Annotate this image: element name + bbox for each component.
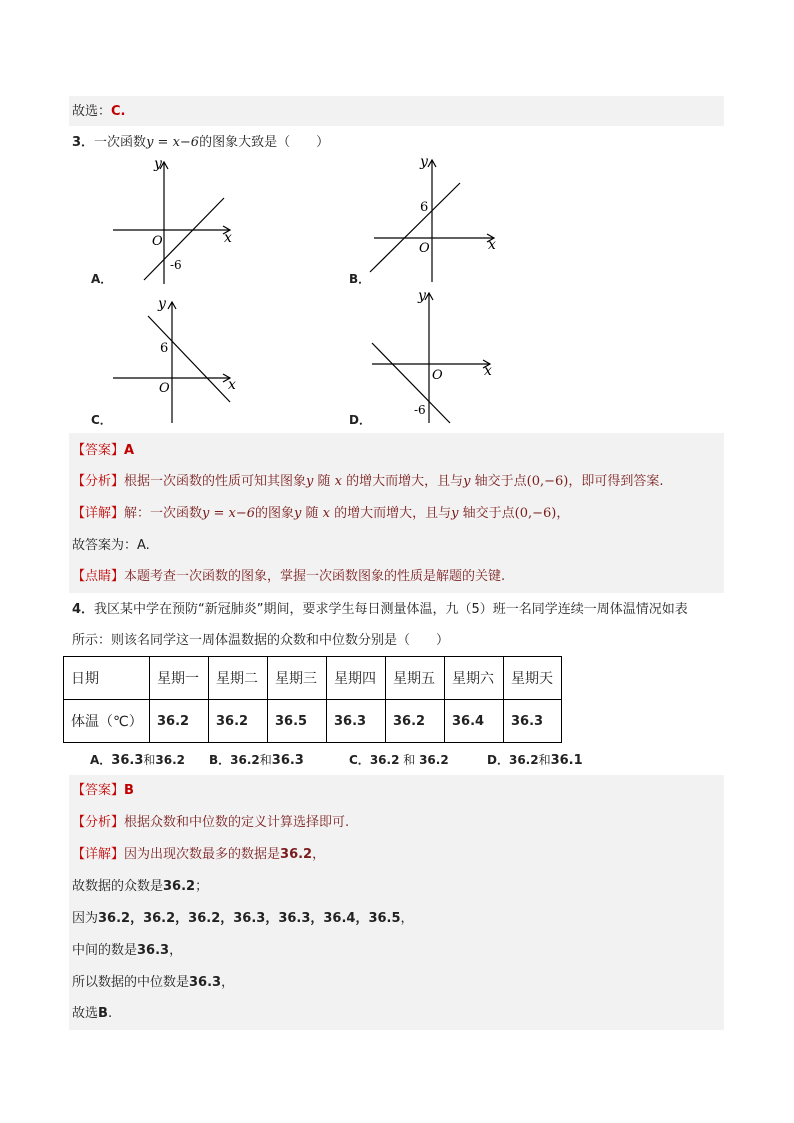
table-cell-temp: 36.2 xyxy=(150,700,209,743)
table-cell-day: 星期六 xyxy=(445,657,504,700)
q3-stem xyxy=(72,133,329,153)
table-cell-day: 星期天 xyxy=(504,657,562,700)
table-cell-temp: 36.2 xyxy=(209,700,268,743)
q3-stem-pre: 一次函数 xyxy=(94,135,147,150)
q3-analysis-var-y2: y xyxy=(463,474,471,489)
q4-step-value: 36.2，36.2，36.2，36.3，36.3，36.4，36.5 xyxy=(98,911,401,926)
q3-detail-text-3: 随 xyxy=(301,506,323,521)
q4-answer-tag: 【答案】 xyxy=(72,783,125,798)
q4-choice-b-label: B． xyxy=(209,753,231,767)
q4-choice-d-value-2: 36.1 xyxy=(550,753,583,768)
graph-d-origin-label: O xyxy=(432,368,443,383)
q4-step-line xyxy=(72,1004,112,1024)
q4-step-post: . xyxy=(107,1006,113,1021)
graph-b-y-label: y xyxy=(420,154,428,170)
q3-analysis-point: (0,−6) xyxy=(526,474,569,489)
q4-choice-d-value-1: 36.2 xyxy=(508,753,539,767)
graph-b-intercept-label: 6 xyxy=(420,200,429,215)
table-row-days xyxy=(64,657,562,700)
q4-choice-b-sep: 和 xyxy=(259,753,272,767)
q4-choice-c-label: C． xyxy=(349,753,370,767)
graph-c-origin-label: O xyxy=(159,381,170,396)
graph-d-x-label: x xyxy=(484,363,492,379)
q3-conclusion-line xyxy=(72,536,150,556)
graph-b-origin-label: O xyxy=(419,241,430,256)
q3-detail-text-2: 的图象 xyxy=(255,506,295,521)
table-header-date: 日期 xyxy=(64,657,150,700)
graph-a-intercept-label: -6 xyxy=(170,258,182,272)
q4-analysis-text: 根据众数和中位数的定义计算选择即可. xyxy=(124,815,350,830)
graph-a-y-label: y xyxy=(154,156,162,172)
q4-number: 4． xyxy=(72,602,95,617)
table-cell-temp: 36.3 xyxy=(327,700,386,743)
q3-answer-tag: 【答案】 xyxy=(72,443,125,458)
q3-analysis-text-5: ，即可得到答案. xyxy=(568,474,664,489)
graph-c xyxy=(108,294,243,424)
q3-conclusion: 故答案为：A. xyxy=(72,538,150,553)
q4-choice-c-value-2: 36.2 xyxy=(419,753,449,767)
q3-detail-formula: y = x−6 xyxy=(202,506,256,521)
q4-detail-post: ， xyxy=(312,847,326,862)
q4-choice-b-value-2: 36.3 xyxy=(271,753,304,768)
table-cell-day: 星期三 xyxy=(268,657,327,700)
graph-b-x-label: x xyxy=(488,237,496,253)
q4-choice-d-label: D． xyxy=(487,753,509,767)
q3-detail-text-5: 轴交于点 xyxy=(458,506,515,521)
table-header-temp: 体温（℃） xyxy=(64,700,150,743)
graph-a-origin-label: O xyxy=(152,234,163,249)
q4-step-text: 因为 xyxy=(72,911,99,926)
q3-detail-line xyxy=(72,504,569,524)
graph-a-label: A． xyxy=(91,272,113,286)
q4-step-text: 故数据的众数是 xyxy=(72,879,164,894)
q4-choice-a-label: A． xyxy=(90,753,112,767)
q3-analysis-line xyxy=(72,472,664,492)
q3-comment-line xyxy=(72,567,505,587)
q4-analysis-line xyxy=(72,813,349,833)
graph-a-x-label: x xyxy=(224,230,232,246)
q4-choice-c xyxy=(349,751,449,769)
q4-step-line xyxy=(72,877,208,897)
q4-answer-line xyxy=(72,781,134,801)
graph-b-label: B． xyxy=(349,272,371,286)
q4-step-value: 36.3 xyxy=(189,975,222,990)
temperature-table xyxy=(63,656,562,743)
q3-detail-var-y: y xyxy=(294,506,302,521)
prev-answer-line xyxy=(72,102,126,122)
q3-detail-text-6: ， xyxy=(556,506,570,521)
prev-solution-block xyxy=(69,96,724,126)
prev-answer-value: C. xyxy=(111,104,126,119)
q3-analysis-tag: 【分析】 xyxy=(72,474,125,489)
graph-c-x-label: x xyxy=(228,377,236,393)
q4-detail-value: 36.2 xyxy=(280,847,313,862)
table-cell-day: 星期二 xyxy=(209,657,268,700)
q3-comment-tag: 【点睛】 xyxy=(72,569,125,584)
q4-choice-d-sep: 和 xyxy=(538,753,551,767)
q4-step-text: 故选 xyxy=(72,1006,99,1021)
q3-detail-var-y2: y xyxy=(451,506,459,521)
q3-answer-line xyxy=(72,441,134,461)
q3-detail-tag: 【详解】 xyxy=(72,506,125,521)
q3-analysis-text-2: 随 xyxy=(313,474,335,489)
table-cell-temp: 36.4 xyxy=(445,700,504,743)
q4-step-post: ， xyxy=(169,943,183,958)
q4-step-line xyxy=(72,941,182,961)
table-cell-day: 星期四 xyxy=(327,657,386,700)
q4-step-post: ； xyxy=(195,879,209,894)
graph-b-line xyxy=(370,183,460,272)
graph-d-intercept-label: -6 xyxy=(414,403,426,417)
q4-choice-c-value-1: 36.2 xyxy=(369,753,400,767)
q4-stem-text-2: 所示：则该名同学这一周体温数据的众数和中位数分别是（ ） xyxy=(72,633,450,648)
q4-stem-line-2 xyxy=(72,631,449,651)
q4-stem-text-1: 我区某中学在预防“新冠肺炎”期间，要求学生每日测量体温，九（5）班一名同学连续一周体温情况如表 xyxy=(94,602,688,617)
q4-choice-a xyxy=(90,751,185,769)
graph-c-label: C． xyxy=(91,413,112,427)
graph-b xyxy=(366,152,506,287)
q4-step-post: ， xyxy=(400,911,414,926)
prev-answer-prefix: 故选： xyxy=(72,104,112,119)
q4-stem-line-1 xyxy=(72,600,688,620)
table-row-temps xyxy=(64,700,562,743)
q3-analysis-text-1: 根据一次函数的性质可知其图象 xyxy=(124,474,307,489)
q3-analysis-var-y: y xyxy=(306,474,314,489)
table-cell-temp: 36.5 xyxy=(268,700,327,743)
q4-choice-b-value-1: 36.2 xyxy=(230,753,260,767)
graph-a xyxy=(108,152,238,287)
q3-analysis-text-4: 轴交于点 xyxy=(470,474,527,489)
q3-detail-point: (0,−6) xyxy=(514,506,557,521)
q4-choice-b xyxy=(209,751,304,769)
q4-step-line xyxy=(72,973,234,993)
q3-detail-text-1: 解：一次函数 xyxy=(124,506,203,521)
q4-detail-line xyxy=(72,845,325,865)
q3-comment-text: 本题考查一次函数的图象，掌握一次函数图象的性质是解题的关键. xyxy=(124,569,506,584)
q4-step-value: B xyxy=(98,1006,108,1021)
graph-d-line xyxy=(372,343,450,423)
q4-step-text: 所以数据的中位数是 xyxy=(72,975,190,990)
q3-stem-post: 的图象大致是（ ） xyxy=(199,135,330,150)
table-cell-temp: 36.2 xyxy=(386,700,445,743)
q4-choice-a-sep: 和 xyxy=(143,753,156,767)
graph-d-label: D． xyxy=(349,413,371,427)
table-cell-day: 星期五 xyxy=(386,657,445,700)
q4-detail-text: 因为出现次数最多的数据是 xyxy=(124,847,281,862)
q4-step-value: 36.3 xyxy=(137,943,170,958)
q4-analysis-tag: 【分析】 xyxy=(72,815,125,830)
q4-step-text: 中间的数是 xyxy=(72,943,138,958)
table-cell-temp: 36.3 xyxy=(504,700,562,743)
q4-step-line xyxy=(72,909,414,929)
q3-stem-formula: y = x−6 xyxy=(146,135,200,150)
q4-answer-value: B xyxy=(124,783,134,798)
q3-number: 3． xyxy=(72,135,95,150)
q3-analysis-var-x: x xyxy=(334,474,342,489)
q4-step-value: 36.2 xyxy=(163,879,196,894)
q4-detail-tag: 【详解】 xyxy=(72,847,125,862)
q3-detail-text-4: 的增大而增大，且与 xyxy=(330,506,452,521)
q4-choice-a-value-1: 36.3 xyxy=(111,753,144,768)
q4-step-post: ， xyxy=(221,975,235,990)
q4-choice-a-value-2: 36.2 xyxy=(155,753,185,767)
q3-answer-value: A xyxy=(124,443,135,458)
q3-detail-var-x: x xyxy=(322,506,331,521)
graph-d-y-label: y xyxy=(418,288,426,304)
table-cell-day: 星期一 xyxy=(150,657,209,700)
graph-c-y-label: y xyxy=(158,296,166,312)
graph-d xyxy=(366,285,501,425)
q4-choice-d xyxy=(487,751,583,769)
q4-choice-c-sep: 和 xyxy=(399,753,420,767)
q3-analysis-text-3: 的增大而增大，且与 xyxy=(342,474,464,489)
graph-c-intercept-label: 6 xyxy=(160,341,169,356)
